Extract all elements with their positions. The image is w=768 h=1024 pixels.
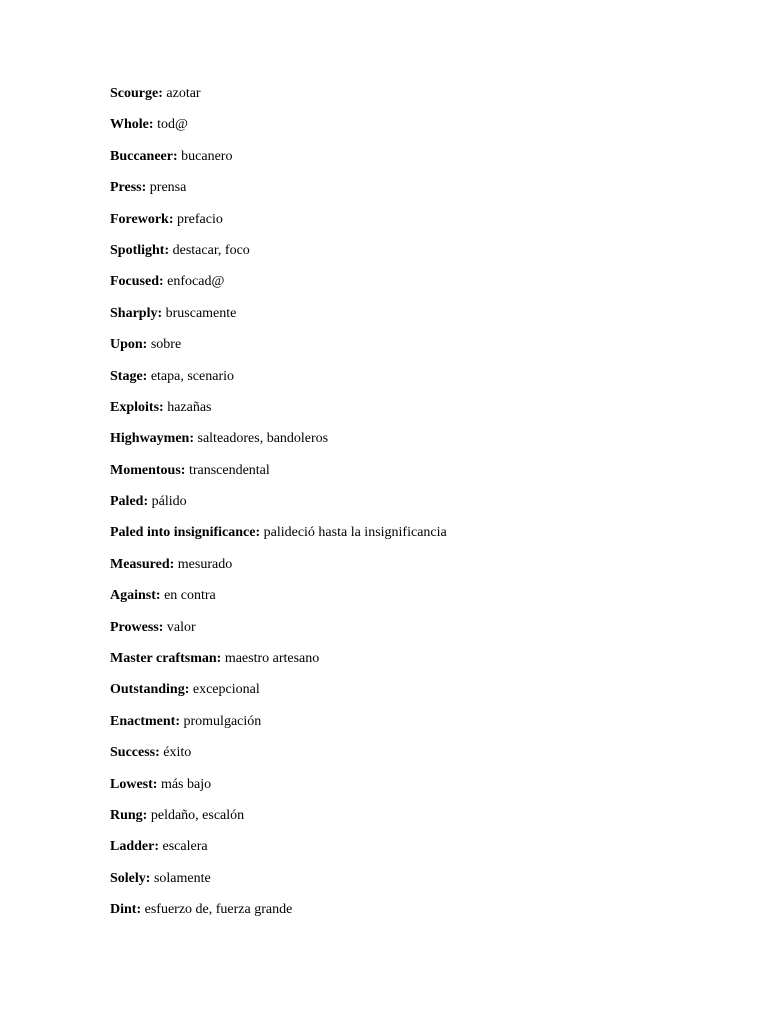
glossary-entry [110, 242, 730, 260]
glossary-term: Paled: [110, 494, 149, 510]
glossary-entry [110, 776, 730, 794]
glossary-entry [110, 524, 730, 542]
glossary-entry [110, 901, 730, 919]
glossary-entry [110, 430, 730, 448]
glossary-term: Scourge: [110, 86, 163, 101]
glossary-definition: solamente [153, 870, 211, 886]
glossary-definition: hazañas [167, 399, 212, 415]
glossary-term: Outstanding: [110, 682, 190, 698]
glossary-term: Ladder: [110, 839, 159, 855]
glossary-term: Rung: [110, 807, 148, 823]
glossary-entry [110, 587, 730, 605]
glossary-definition: mesurado [177, 556, 233, 572]
glossary-definition: en contra [164, 588, 216, 604]
glossary-entry [110, 744, 730, 762]
glossary-definition: tod@ [157, 117, 188, 133]
glossary-definition: enfocad@ [167, 274, 225, 290]
glossary-term: Dint: [110, 902, 142, 918]
glossary-term: Success: [110, 745, 160, 761]
glossary-term: Focused: [110, 274, 164, 290]
glossary-definition: bucanero [181, 148, 233, 164]
glossary-entry [110, 336, 730, 354]
glossary-entry [110, 807, 730, 825]
glossary-entry [110, 681, 730, 699]
glossary-definition: escalera [162, 839, 208, 855]
glossary-definition: más bajo [160, 776, 212, 792]
glossary-entry [110, 179, 730, 197]
glossary-entry [110, 305, 730, 323]
glossary-term: Buccaneer: [110, 148, 178, 164]
glossary-term: Press: [110, 180, 147, 196]
glossary-definition: valor [166, 619, 196, 635]
glossary-entry [110, 116, 730, 134]
glossary-entry [110, 650, 730, 668]
glossary-definition: promulgación [183, 713, 262, 729]
glossary-term: Highwaymen: [110, 431, 194, 447]
glossary-entry [110, 493, 730, 511]
glossary-entry [110, 368, 730, 386]
glossary-definition: salteadores, bandoleros [197, 431, 329, 447]
glossary-term: Spotlight: [110, 242, 170, 258]
glossary-term: Sharply: [110, 305, 163, 321]
glossary-term: Upon: [110, 337, 148, 353]
glossary-definition: transcendental [188, 462, 270, 478]
glossary-term: Master craftsman: [110, 651, 222, 667]
glossary-entry [110, 619, 730, 637]
glossary-definition: peldaño, escalón [150, 807, 245, 823]
glossary-definition: prefacio [177, 211, 223, 227]
glossary-term: Enactment: [110, 713, 180, 729]
glossary-definition: prensa [149, 180, 187, 196]
glossary-term: Against: [110, 588, 161, 604]
glossary-definition: palideció hasta la insignificancia [263, 525, 447, 541]
glossary-definition: etapa, scenario [150, 368, 235, 384]
glossary-entry [110, 462, 730, 480]
glossary-definition: sobre [150, 337, 182, 353]
glossary-definition: éxito [163, 745, 192, 761]
glossary-entry [110, 211, 730, 229]
glossary-term: Forework: [110, 211, 174, 227]
glossary-entry [110, 838, 730, 856]
glossary-term: Paled into insignificance: [110, 525, 261, 541]
glossary-definition: pálido [151, 494, 187, 510]
glossary-entry [110, 556, 730, 574]
glossary-term: Exploits: [110, 399, 164, 415]
glossary-term: Solely: [110, 870, 151, 886]
glossary-entry [110, 399, 730, 417]
glossary-entry [110, 148, 730, 166]
glossary-term: Momentous: [110, 462, 186, 478]
glossary-list [110, 85, 730, 933]
glossary-definition: destacar, foco [172, 242, 250, 258]
glossary-entry [110, 85, 730, 103]
glossary-definition: excepcional [192, 682, 260, 698]
glossary-term: Measured: [110, 556, 175, 572]
glossary-term: Lowest: [110, 776, 158, 792]
glossary-entry [110, 870, 730, 888]
glossary-definition: maestro artesano [224, 651, 320, 667]
glossary-definition: bruscamente [165, 305, 237, 321]
glossary-term: Prowess: [110, 619, 164, 635]
glossary-term: Stage: [110, 368, 148, 384]
glossary-entry [110, 273, 730, 291]
glossary-term: Whole: [110, 117, 154, 133]
glossary-definition: azotar [166, 86, 201, 101]
glossary-entry [110, 713, 730, 731]
glossary-definition: esfuerzo de, fuerza grande [144, 902, 293, 918]
